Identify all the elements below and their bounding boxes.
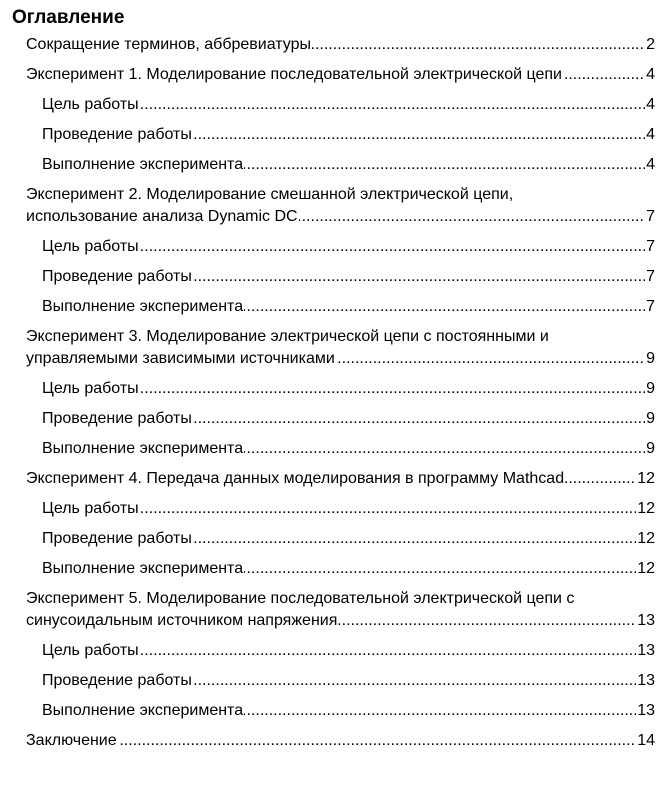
toc-entry[interactable] (26, 64, 655, 86)
toc-entry[interactable] (42, 236, 655, 258)
toc-entry-text[interactable]: Выполнение эксперимента (42, 560, 244, 577)
toc-entry-text[interactable]: Эксперимент 5. Моделирование последовательной электрической цепи с синусоидальным источником напряжения (26, 590, 575, 629)
toc-entry[interactable] (42, 296, 655, 318)
toc-entry-text[interactable]: Цель работы (42, 238, 139, 255)
toc-entry[interactable] (42, 558, 655, 580)
toc-entry-page-number: 2 (645, 34, 655, 56)
toc-entry[interactable] (42, 266, 655, 288)
toc-entry-page-number: 7 (645, 266, 655, 288)
toc-entry-page-number: 12 (636, 498, 655, 520)
toc-entry-page-number: 7 (645, 206, 655, 228)
toc-entry-text[interactable]: Сокращение терминов, аббревиатуры (26, 36, 311, 53)
toc-entry-text[interactable]: Эксперимент 1. Моделирование последовательной электрической цепи (26, 66, 562, 83)
toc-entry[interactable] (26, 730, 655, 752)
toc-entry-text[interactable]: Проведение работы (42, 672, 192, 689)
toc-entry-page-number: 9 (645, 348, 655, 370)
toc-entry-page-number: 9 (645, 378, 655, 400)
toc-entry-text[interactable]: Эксперимент 3. Моделирование электрической цепи с постоянными и управляемыми зависимыми источниками (26, 328, 549, 367)
toc-entry-text[interactable]: Эксперимент 4. Передача данных моделирования в программу Mathcad (26, 470, 565, 487)
toc-entry-text[interactable]: Цель работы (42, 380, 139, 397)
toc-entry-page-number: 4 (645, 124, 655, 146)
toc-entry-page-number: 12 (636, 558, 655, 580)
toc-entry-text[interactable]: Проведение работы (42, 126, 192, 143)
toc-entry-page-number: 12 (636, 468, 655, 490)
toc-entry-text[interactable]: Выполнение эксперимента (42, 702, 244, 719)
toc-entry-text[interactable]: Цель работы (42, 642, 139, 659)
toc-entry-page-number: 13 (636, 700, 655, 722)
toc-entry-text[interactable]: Эксперимент 2. Моделирование смешанной электрической цепи, использование анализа Dynamic DC (26, 186, 514, 225)
toc-entry-text[interactable]: Цель работы (42, 96, 139, 113)
toc-entry-text[interactable]: Выполнение эксперимента (42, 298, 244, 315)
toc-entry[interactable] (26, 468, 655, 490)
toc-entry-page-number: 9 (645, 438, 655, 460)
toc-entry-page-number: 13 (636, 640, 655, 662)
toc-entry[interactable] (26, 326, 655, 370)
toc-entry-page-number: 13 (636, 670, 655, 692)
toc-entry-text[interactable]: Выполнение эксперимента (42, 156, 244, 173)
toc-entry-text[interactable]: Выполнение эксперимента (42, 440, 244, 457)
toc-entry-page-number: 13 (636, 610, 655, 632)
toc-entry[interactable] (42, 528, 655, 550)
toc-entry-text[interactable]: Проведение работы (42, 410, 192, 427)
toc-entry[interactable] (42, 700, 655, 722)
toc-entry[interactable] (42, 94, 655, 116)
toc-entry-page-number: 7 (645, 296, 655, 318)
toc-entry[interactable] (26, 184, 655, 228)
toc-entry-page-number: 4 (645, 154, 655, 176)
toc-entry[interactable] (42, 408, 655, 430)
toc-entry-text[interactable]: Заключение (26, 732, 117, 749)
toc-title: Оглавление (12, 7, 125, 28)
toc-entry[interactable] (42, 640, 655, 662)
toc-entry-page-number: 4 (645, 94, 655, 116)
table-of-contents (26, 34, 655, 760)
toc-entry[interactable] (26, 588, 655, 632)
toc-entry[interactable] (42, 498, 655, 520)
toc-entry[interactable] (42, 438, 655, 460)
toc-entry-page-number: 7 (645, 236, 655, 258)
toc-entry[interactable] (42, 670, 655, 692)
toc-entry-page-number: 9 (645, 408, 655, 430)
toc-entry-text[interactable]: Проведение работы (42, 268, 192, 285)
toc-entry-text[interactable]: Проведение работы (42, 530, 192, 547)
toc-entry[interactable] (42, 378, 655, 400)
toc-entry-text[interactable]: Цель работы (42, 500, 139, 517)
toc-entry[interactable] (42, 154, 655, 176)
toc-entry-page-number: 14 (636, 730, 655, 752)
toc-entry-page-number: 4 (645, 64, 655, 86)
toc-entry[interactable] (42, 124, 655, 146)
toc-entry[interactable] (26, 34, 655, 56)
toc-entry-page-number: 12 (636, 528, 655, 550)
